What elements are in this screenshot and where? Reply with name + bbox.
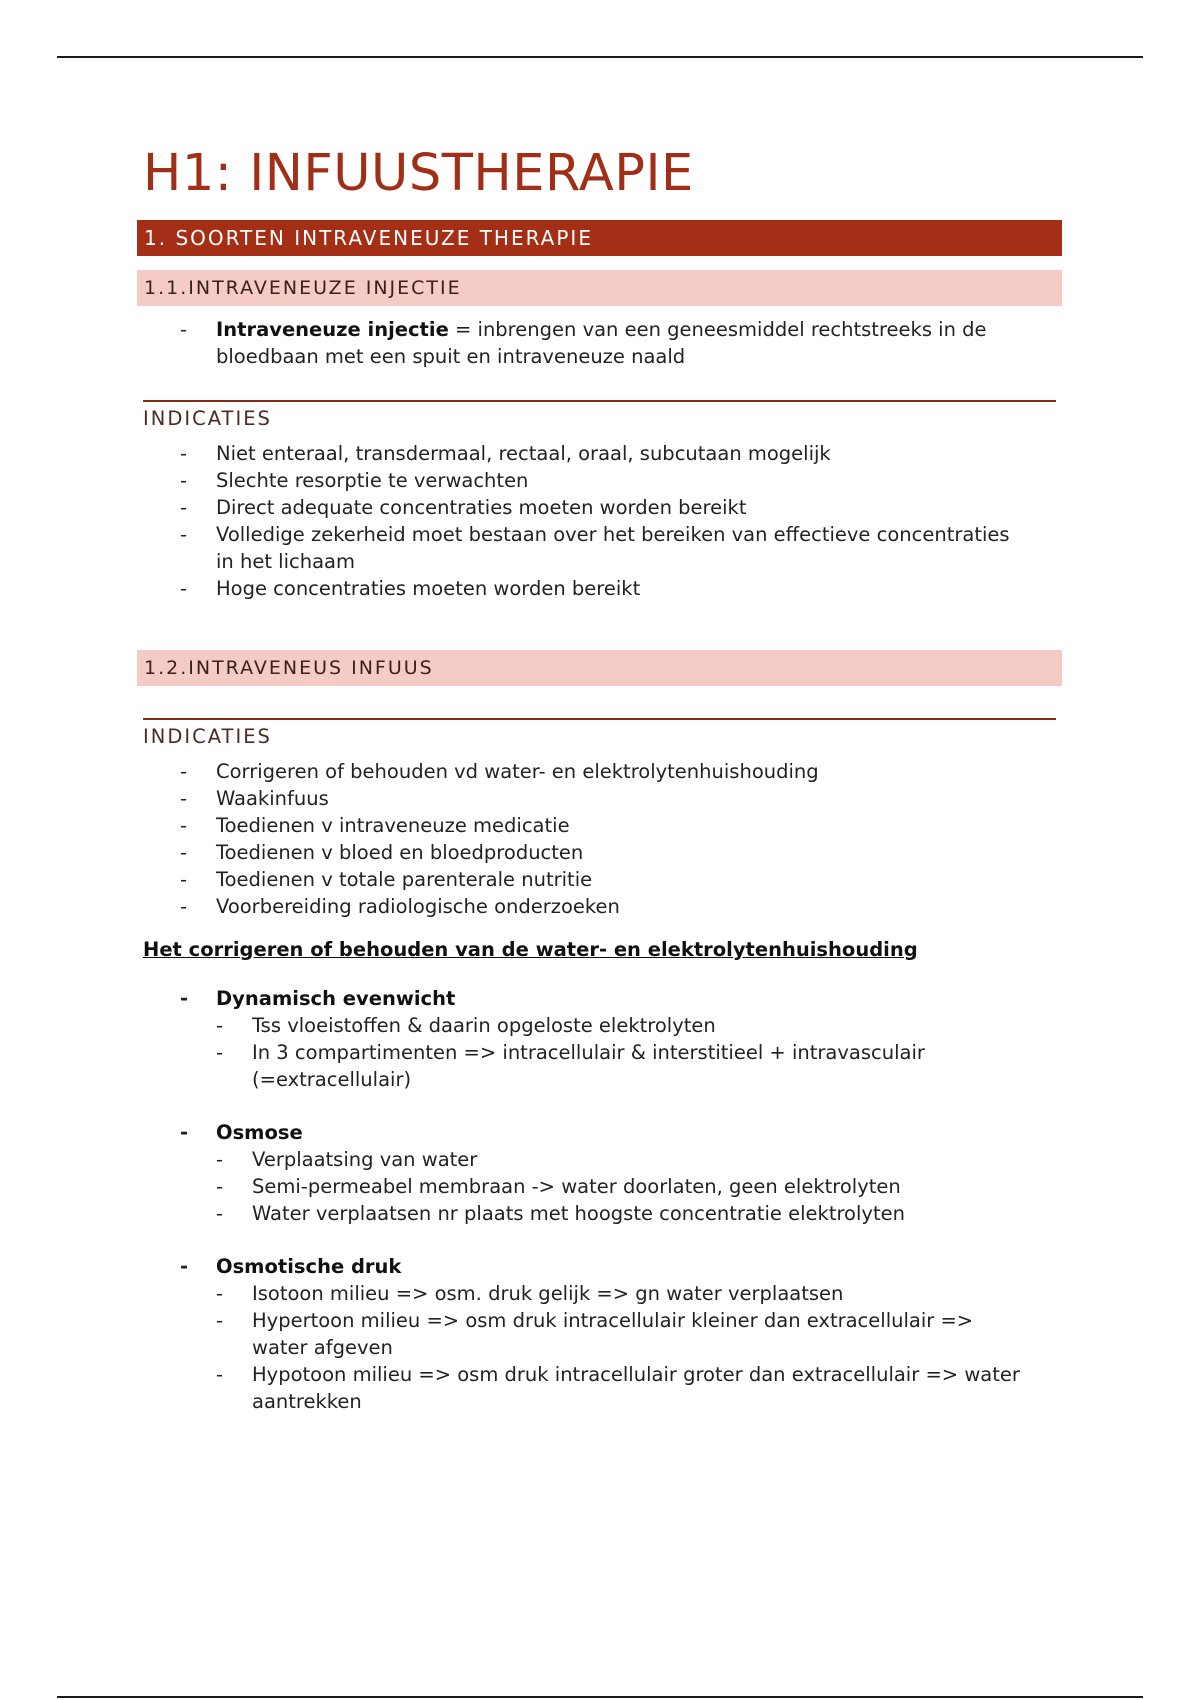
list-item [137,812,1062,839]
list-item-text: Toedienen v totale parenterale nutritie [216,868,593,891]
list-item [137,316,1062,343]
bullet-dash: - [180,987,189,1010]
water-elektrolyten-heading: Het corrigeren of behouden van de water- en elektrolytenhuishouding [143,938,918,961]
list-item-text: Corrigeren of behouden vd water- en elektrolytenhuishouding [216,760,819,783]
page-title: H1: INFUUSTHERAPIE [143,144,694,203]
bullet-dash: - [216,1202,224,1225]
list-item [137,1039,1062,1066]
subsection-heading-infuus: 1.2.INTRAVENEUS INFUUS [137,650,1062,686]
list-item [137,521,1062,548]
group-title: Dynamisch evenwicht [216,987,456,1010]
list-item [137,1200,1062,1227]
list-item [137,1307,1062,1334]
group-items [137,1012,1062,1093]
list-item-text: Water verplaatsen nr plaats met hoogste concentratie elektrolyten [252,1202,905,1225]
list-item [137,1173,1062,1200]
bullet-dash: - [216,1282,224,1305]
group-items [137,1280,1062,1415]
list-item-text: Tss vloeistoffen & daarin opgeloste elektrolyten [252,1014,716,1037]
list-item-text: water afgeven [252,1336,393,1359]
bullet-dash: - [180,787,188,810]
group-title-item [137,985,1062,1012]
list-item-text: In 3 compartimenten => intracellulair & interstitieel + intravasculair [252,1041,925,1064]
bullet-dash: - [180,442,188,465]
list-item [137,467,1062,494]
list-item-text: in het lichaam [216,550,355,573]
list-item-text: Direct adequate concentraties moeten worden bereikt [216,496,747,519]
list-item-text: Volledige zekerheid moet bestaan over het bereiken van effectieve concentraties [216,523,1010,546]
list-item [137,1012,1062,1039]
document-body [137,138,1062,1415]
bullet-dash: - [180,895,188,918]
definition-text: = inbrengen van een geneesmiddel rechtstreeks in de [448,318,987,341]
list-item-text: Toedienen v bloed en bloedproducten [216,841,584,864]
indicaties-heading: INDICATIES [143,400,1056,432]
definition-term: Intraveneuze injectie [216,318,449,341]
list-item [137,1361,1062,1388]
list-item-continuation [137,1066,1062,1093]
list-item [137,758,1062,785]
bullet-dash: - [180,577,188,600]
page-top-rule [57,56,1143,58]
bullet-dash: - [180,841,188,864]
page-bottom-rule [57,1696,1143,1698]
bullet-dash: - [180,496,188,519]
bullet-dash: - [216,1309,224,1332]
list-item [137,785,1062,812]
list-item-text: Hoge concentraties moeten worden bereikt [216,577,641,600]
bullet-dash: - [216,1041,224,1064]
list-item-text: Hypotoon milieu => osm druk intracellulair groter dan extracellulair => water [252,1363,1020,1386]
list-item [137,1280,1062,1307]
bullet-dash: - [180,318,188,341]
indicaties-list-injectie [137,440,1062,602]
list-item [137,839,1062,866]
list-item-text: Slechte resorptie te verwachten [216,469,529,492]
list-item-text: Isotoon milieu => osm. druk gelijk => gn water verplaatsen [252,1282,844,1305]
bullet-dash: - [216,1148,224,1171]
bullet-dash: - [180,760,188,783]
list-item [137,893,1062,920]
list-item-continuation [137,1388,1062,1415]
definition-list [137,316,1062,370]
group-items [137,1146,1062,1227]
bullet-dash: - [180,523,188,546]
list-item [137,866,1062,893]
indicaties-list-infuus [137,758,1062,920]
group-title: Osmotische druk [216,1255,402,1278]
group-title: Osmose [216,1121,303,1144]
group-title-item [137,1253,1062,1280]
list-item-text: Niet enteraal, transdermaal, rectaal, oraal, subcutaan mogelijk [216,442,831,465]
bullet-dash: - [180,1121,189,1144]
list-item [137,494,1062,521]
list-item-text: Waakinfuus [216,787,329,810]
subsection-heading-injectie: 1.1.INTRAVENEUZE INJECTIE [137,270,1062,306]
list-item [137,1146,1062,1173]
bullet-dash: - [180,868,188,891]
bullet-dash: - [216,1363,224,1386]
bullet-dash: - [180,1255,189,1278]
list-item-continuation [137,1334,1062,1361]
list-item-text: Toedienen v intraveneuze medicatie [216,814,570,837]
section-heading: 1. SOORTEN INTRAVENEUZE THERAPIE [137,220,1062,256]
list-item [137,575,1062,602]
group-osmose [137,1119,1062,1146]
indicaties-heading: INDICATIES [143,718,1056,750]
group-title-item [137,1119,1062,1146]
list-item-text: (=extracellulair) [252,1068,412,1091]
bullet-dash: - [180,469,188,492]
list-item-continuation [137,548,1062,575]
list-item-text: Semi-permeabel membraan -> water doorlaten, geen elektrolyten [252,1175,901,1198]
list-item [137,440,1062,467]
list-item-text: Voorbereiding radiologische onderzoeken [216,895,620,918]
bullet-dash: - [216,1014,224,1037]
list-item-continuation [137,343,1062,370]
list-item-text: Hypertoon milieu => osm druk intracellulair kleiner dan extracellulair => [252,1309,974,1332]
bullet-dash: - [216,1175,224,1198]
definition-text-line2: bloedbaan met een spuit en intraveneuze naald [216,345,686,368]
group-osmotische-druk [137,1253,1062,1280]
group-dynamisch-evenwicht [137,985,1062,1012]
list-item-text: aantrekken [252,1390,362,1413]
bullet-dash: - [180,814,188,837]
list-item-text: Verplaatsing van water [252,1148,478,1171]
